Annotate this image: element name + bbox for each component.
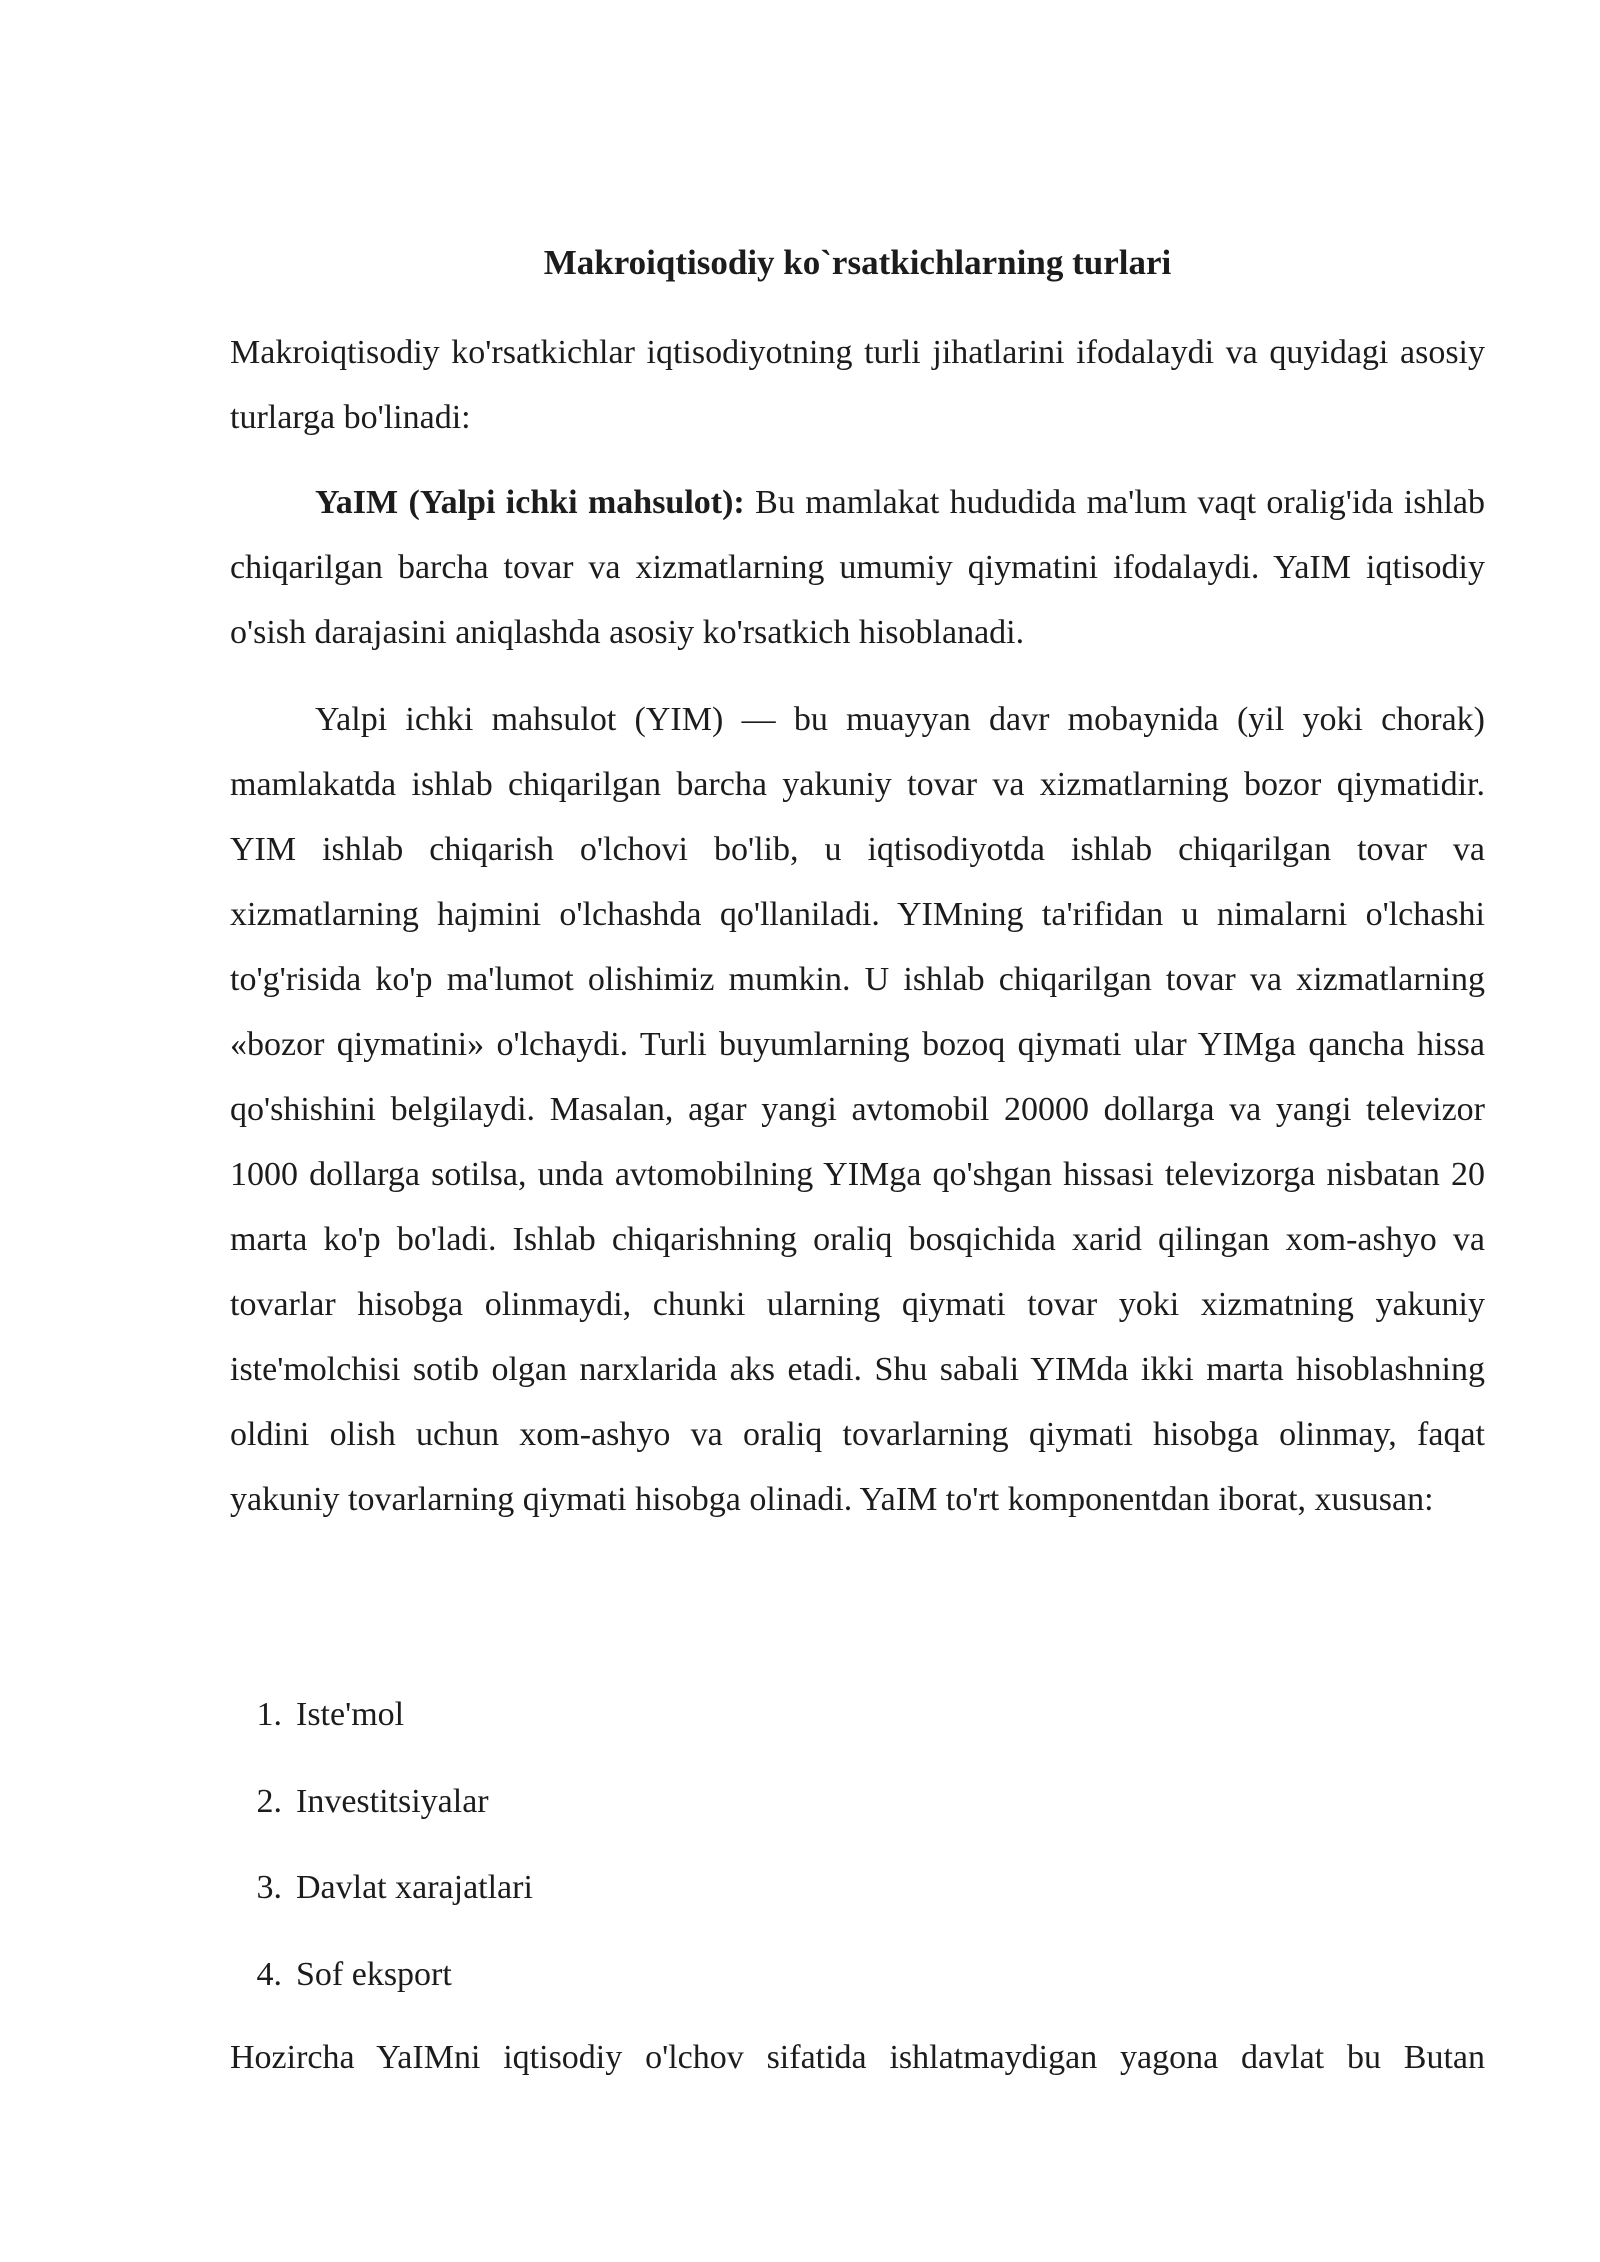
final-paragraph-line: Hozircha YaIMni iqtisodiy o'lchov sifatida ishlatmaydigan yagona davlat bu Butan xyxy=(230,2039,1485,2076)
yim-paragraph: Yalpi ichki mahsulot (YIM) — bu muayyan davr mobaynida (yil yoki chorak) mamlakatda ishlab chiqarilgan barcha yakuniy tovar va xizmatlarning bozor qiymatidir. YIM ishlab chiqarish o'lchovi bo'lib, u iqtisodiyotda ishlab chiqarilgan tovar va xizmatlarning hajmini o'lchashda qo'llaniladi. YIMning ta'rifidan u nimalarni o'lchashi to'g'risida ko'p ma'lumot olishimiz mumkin. U ishlab chiqarilgan tovar va xizmatlarning «bozor qiymatini» o'lchaydi. Turli buyumlarning bozoq qiymati ular YIMga qancha hissa qo'shishini belgilaydi. Masalan, agar yangi avtomobil 20000 dollarga va yangi televizor 1000 dollarga sotilsa, unda avtomobilning YIMga qo'shgan hissasi televizorga nisbatan 20 marta ko'p bo'ladi. Ishlab chiqarishning oraliq bosqichida xarid qilingan xom-ashyo va tovarlar hisobga olinmaydi, chunki ularning qiymati tovar yoki xizmatning yakuniy iste'molchisi sotib olgan narxlarida aks etadi. Shu sabali YIMda ikki marta hisoblashning oldini olish uchun xom-ashyo va oraliq tovarlarning qiymati hisobga olinmay, faqat yakuniy tovarlarning qiymati hisobga olinadi. YaIM to'rt komponentdan iborat, xususan: xyxy=(230,701,1485,1518)
list-item-label: Davlat xarajatlari xyxy=(296,1869,533,1906)
list-item-number: 3. xyxy=(256,1869,282,1906)
list-item xyxy=(230,1682,1485,1769)
list-item-number: 1. xyxy=(256,1696,282,1733)
list-item xyxy=(230,1855,1485,1942)
yaim-definition: Bu mamlakat hududida ma'lum vaqt oralig'ida ishlab chiqarilgan barcha tovar va xizmatlarning umumiy qiymatini ifodalaydi. YaIM iqtisodiy o'sish darajasini aniqlashda asosiy ko'rsatkich hisoblanadi. xyxy=(230,484,1485,651)
components-list xyxy=(230,1682,1485,2028)
list-item-label: Iste'mol xyxy=(296,1696,405,1733)
yaim-term: YaIM (Yalpi ichki mahsulot): xyxy=(315,484,745,521)
intro-paragraph: Makroiqtisodiy ko'rsatkichlar iqtisodiyotning turli jihatlarini ifodalaydi va quyidagi asosiy turlarga bo'linadi: xyxy=(230,334,1485,436)
list-item-number: 2. xyxy=(256,1782,282,1820)
document-title: Makroiqtisodiy ko`rsatkichlarning turlari xyxy=(543,243,1172,282)
yaim-paragraph xyxy=(230,470,1485,665)
list-item xyxy=(230,1769,1485,1856)
list-item xyxy=(230,1942,1485,2029)
list-item-label: Sof eksport xyxy=(296,1955,452,1993)
list-item-label: Investitsiyalar xyxy=(296,1782,489,1820)
list-item-number: 4. xyxy=(256,1955,282,1993)
